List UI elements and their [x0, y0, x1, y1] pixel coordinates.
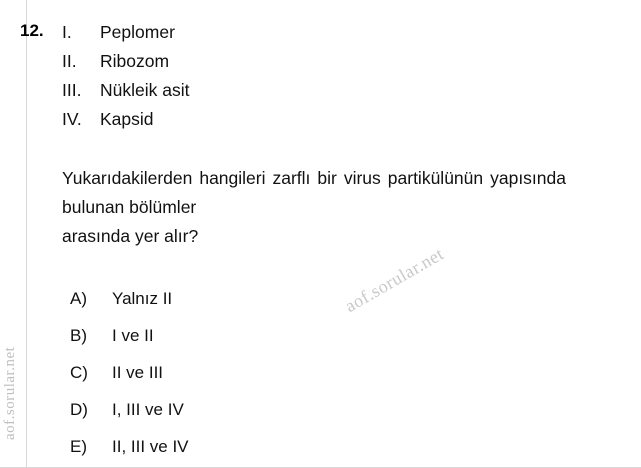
option-b-text: I ve II [112, 326, 154, 345]
list-item-label: III. [62, 80, 82, 100]
list-item-label: II. [62, 51, 77, 71]
list-item [62, 105, 482, 134]
option-d-text: I, III ve IV [112, 400, 184, 419]
list-item-text: Ribozom [100, 51, 170, 71]
option-d-label: D) [70, 400, 88, 419]
left-margin-rule [26, 0, 27, 468]
option-c[interactable] [70, 354, 490, 391]
watermark-diagonal: aof.sorular.net [341, 243, 448, 317]
list-item [62, 76, 482, 105]
list-item-label: IV. [62, 109, 82, 129]
question-stem-line-2: partikülünün yapısında bulunan bölümler [62, 168, 566, 217]
list-item [62, 47, 482, 76]
question-stem [62, 164, 566, 251]
list-item-text: Kapsid [100, 109, 154, 129]
list-item [62, 18, 482, 47]
watermark-vertical: aof.sorular.net [2, 346, 18, 440]
option-a-text: Yalnız II [112, 289, 173, 308]
list-item-text: Nükleik asit [100, 80, 190, 100]
option-b-label: B) [70, 326, 87, 345]
answer-options [70, 280, 490, 465]
option-a[interactable] [70, 280, 490, 317]
question-number: 12. [20, 21, 44, 40]
option-b[interactable] [70, 317, 490, 354]
option-c-text: II ve III [112, 363, 164, 382]
question-stem-line-1: Yukarıdakilerden hangileri zarflı bir virus [62, 168, 381, 188]
option-e-label: E) [70, 437, 87, 456]
question-stem-line-3: arasında yer alır? [62, 226, 199, 246]
list-item-label: I. [62, 22, 72, 42]
list-item-text: Peplomer [100, 22, 175, 42]
option-a-label: A) [70, 289, 87, 308]
option-c-label: C) [70, 363, 88, 382]
option-e[interactable] [70, 428, 490, 465]
option-e-text: II, III ve IV [112, 437, 189, 456]
roman-numeral-list [62, 18, 482, 134]
option-d[interactable] [70, 391, 490, 428]
